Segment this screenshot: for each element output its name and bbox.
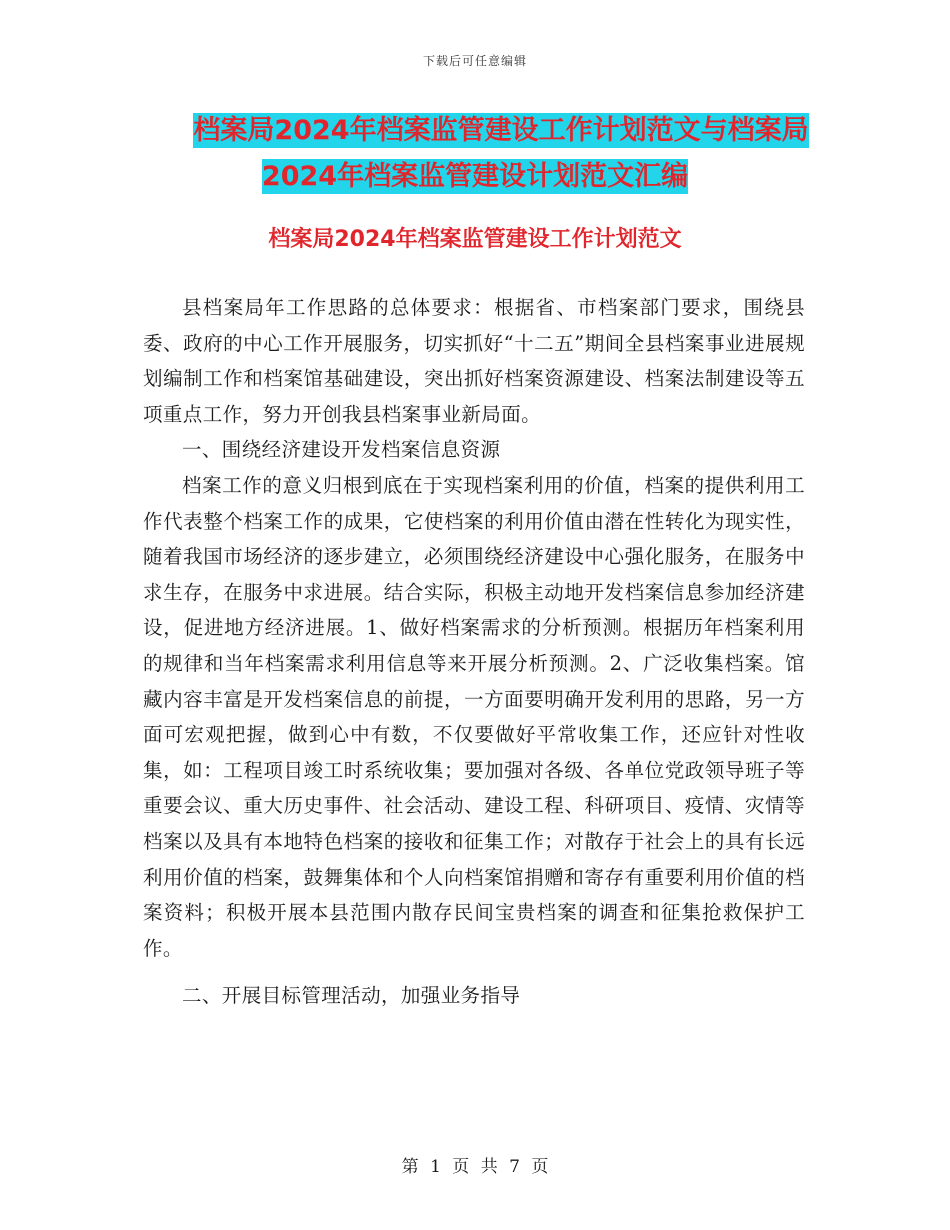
section-title: 档案局2024年档案监管建设工作计划范文 <box>268 227 682 252</box>
document-title <box>0 108 950 200</box>
section-heading-1: 一、围绕经济建设开发档案信息资源 <box>182 438 501 462</box>
document-title-line2: 2024年档案监管建设计划范文汇编 <box>261 161 689 192</box>
paragraph-intro: 县档案局年工作思路的总体要求：根据省、市档案部门要求，围绕县委、政府的中心工作开展服务，切实抓好“十二五”期间全县档案事业进展规划编制工作和档案馆基础建设，突出抓好档案资源建设、档案法制建设等五项重点工作，努力开创我县档案事业新局面。 <box>143 296 805 426</box>
section-heading-2: 二、开展目标管理活动，加强业务指导 <box>182 984 521 1008</box>
paragraph-archive-development: 档案工作的意义归根到底在于实现档案利用的价值，档案的提供利用工作代表整个档案工作的成果，它使档案的利用价值由潜在性转化为现实性，随着我国市场经济的逐步建立，必须围绕经济建设中心强化服务，在服务中求生存，在服务中求进展。结合实际，积极主动地开发档案信息参加经济建设，促进地方经济进展。1、做好档案需求的分析预测。根据历年档案利用的规律和当年档案需求利用信息等来开展分析预测。2、广泛收集档案。馆藏内容丰富是开发档案信息的前提，一方面要明确开发利用的思路，另一方面可宏观把握，做到心中有数，不仅要做好平常收集工作，还应针对性收集，如：工程项目竣工时系统收集；要加强对各级、各单位党政领导班子等重要会议、重大历史事件、社会活动、建设工程、科研项目、疫情、灾情等档案以及具有本地特色档案的接收和征集工作；对散存于社会上的具有长远利用价值的档案，鼓舞集体和个人向档案馆捐赠和寄存有重要利用价值的档案资料；积极开展本县范围内散存民间宝贵档案的调查和征集抢救保护工作。 <box>143 473 805 960</box>
header-note: 下载后可任意编辑 <box>422 54 527 68</box>
document-body <box>143 290 805 1014</box>
page-footer: 第 1 页 共 7 页 <box>401 1157 549 1177</box>
document-title-line1: 档案局2024年档案监管建设工作计划范文与档案局 <box>193 115 809 146</box>
